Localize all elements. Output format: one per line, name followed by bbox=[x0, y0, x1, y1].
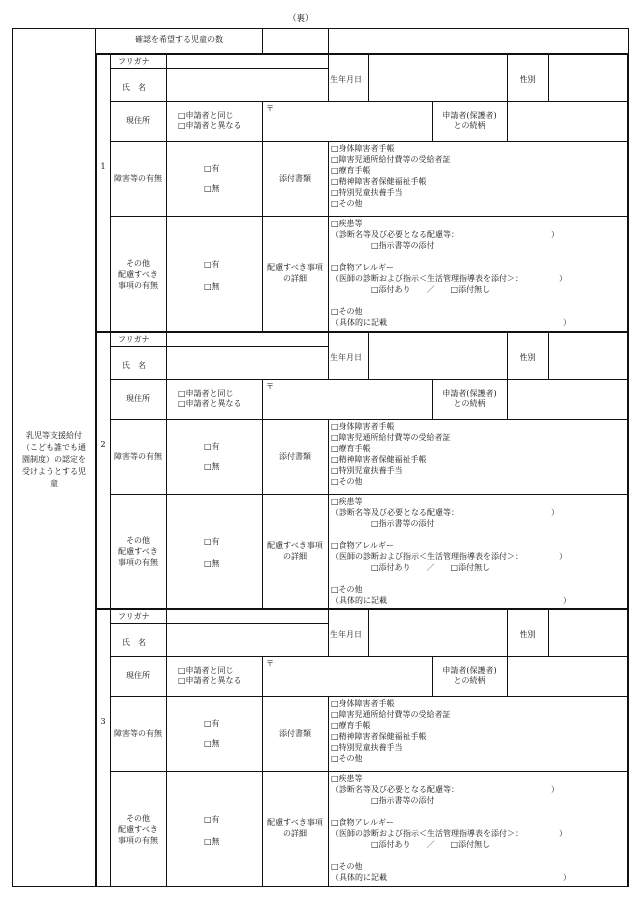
disability-yes-checkbox: □有 bbox=[204, 164, 220, 173]
disability-yes-checkbox: □有 bbox=[204, 719, 220, 728]
other-label-2: 配慮すべき bbox=[118, 547, 158, 556]
birthdate-label: 生年月日 bbox=[330, 75, 362, 84]
detail-line: （医師の診断および指示＜生活管理指導表を添付＞： ） bbox=[331, 829, 567, 838]
sex-input[interactable] bbox=[549, 55, 627, 100]
disability-yes-checkbox: □有 bbox=[204, 442, 220, 451]
sex-input[interactable] bbox=[549, 610, 627, 655]
address-different-checkbox: □申請者と異なる bbox=[178, 121, 242, 130]
detail-line: □食物アレルギー bbox=[331, 541, 395, 550]
relation-label-1: 申請者(保護者) bbox=[442, 111, 497, 120]
name-label: 氏 名 bbox=[122, 638, 146, 647]
detail-line: （診断名等及び必要となる配慮等： ） bbox=[331, 508, 559, 517]
disability-label: 障害等の有無 bbox=[114, 729, 162, 738]
detail-label-1: 配慮すべき事項 bbox=[267, 541, 323, 550]
attach-item-checkbox: □特別児童扶養手当 bbox=[331, 188, 403, 197]
detail-line: □添付あり ／ □添付無し bbox=[331, 840, 491, 849]
count-row-label: 確認を希望する児童の数 bbox=[135, 35, 223, 44]
address-label: 現住所 bbox=[126, 116, 150, 125]
detail-line: □食物アレルギー bbox=[331, 818, 395, 827]
attach-item-checkbox: □身体障害者手帳 bbox=[331, 422, 395, 431]
detail-label-2: の詳細 bbox=[283, 829, 307, 838]
birthdate-label: 生年月日 bbox=[330, 630, 362, 639]
attach-item-checkbox: □特別児童扶養手当 bbox=[331, 743, 403, 752]
sex-label: 性別 bbox=[519, 75, 536, 84]
furigana-input[interactable] bbox=[167, 333, 327, 345]
page-label: （裏） bbox=[288, 14, 314, 24]
furigana-label: フリガナ bbox=[118, 335, 150, 344]
detail-line: □食物アレルギー bbox=[331, 263, 395, 272]
sex-label: 性別 bbox=[519, 630, 536, 639]
child-number: 1 bbox=[100, 162, 106, 171]
detail-label-1: 配慮すべき事項 bbox=[267, 818, 323, 827]
attach-item-checkbox: □障害児通所給付費等の受給者証 bbox=[331, 433, 451, 442]
detail-line: （具体的に記載 ） bbox=[331, 596, 571, 605]
birthdate-input[interactable] bbox=[369, 610, 506, 655]
address-different-checkbox: □申請者と異なる bbox=[178, 676, 242, 685]
detail-label-2: の詳細 bbox=[283, 274, 307, 283]
relation-label-1: 申請者(保護者) bbox=[442, 389, 497, 398]
postal-mark: 〒 bbox=[266, 104, 274, 113]
other-no-checkbox: □無 bbox=[204, 281, 220, 291]
child-number: 2 bbox=[100, 440, 106, 449]
disability-no-checkbox: □無 bbox=[204, 739, 220, 748]
child-block-right-border bbox=[627, 609, 629, 887]
detail-line: □疾患等 bbox=[331, 774, 363, 783]
attach-item-checkbox: □特別児童扶養手当 bbox=[331, 466, 403, 475]
other-yes-checkbox: □有 bbox=[204, 259, 220, 269]
name-input[interactable] bbox=[167, 347, 327, 378]
child-block-right-border bbox=[627, 54, 629, 332]
attach-item-checkbox: □身体障害者手帳 bbox=[331, 699, 395, 708]
detail-line: （具体的に記載 ） bbox=[331, 318, 571, 327]
attach-item-checkbox: □その他 bbox=[331, 477, 363, 486]
child-block-left-border bbox=[95, 609, 97, 887]
name-input[interactable] bbox=[167, 69, 327, 100]
attach-item-checkbox: □療育手帳 bbox=[331, 444, 371, 453]
address-same-checkbox: □申請者と同じ bbox=[178, 111, 234, 120]
other-yes-checkbox: □有 bbox=[204, 537, 220, 546]
attach-label: 添付書類 bbox=[279, 174, 311, 183]
detail-line: □添付あり ／ □添付無し bbox=[331, 563, 491, 572]
relation-input[interactable] bbox=[508, 102, 627, 140]
detail-label-1: 配慮すべき事項 bbox=[267, 263, 323, 272]
sex-input[interactable] bbox=[549, 333, 627, 378]
other-label-2: 配慮すべき bbox=[118, 824, 158, 834]
attach-item-checkbox: □その他 bbox=[331, 754, 363, 763]
detail-line: □その他 bbox=[331, 307, 363, 316]
detail-line: （具体的に記載 ） bbox=[331, 873, 571, 882]
birthdate-input[interactable] bbox=[369, 55, 506, 100]
disability-no-checkbox: □無 bbox=[204, 184, 220, 193]
relation-label-2: との続柄 bbox=[453, 399, 486, 408]
attach-item-checkbox: □精神障害者保健福祉手帳 bbox=[331, 732, 427, 741]
detail-line: （診断名等及び必要となる配慮等： ） bbox=[331, 785, 559, 794]
other-label-3: 事項の有無 bbox=[118, 280, 158, 290]
other-label-1: その他 bbox=[126, 813, 150, 823]
disability-label: 障害等の有無 bbox=[114, 174, 162, 183]
relation-label-2: との続柄 bbox=[453, 676, 486, 685]
attach-item-checkbox: □療育手帳 bbox=[331, 166, 371, 175]
birthdate-input[interactable] bbox=[369, 333, 506, 378]
other-label-1: その他 bbox=[126, 258, 150, 268]
attach-item-checkbox: □その他 bbox=[331, 199, 363, 208]
relation-input[interactable] bbox=[508, 380, 627, 418]
furigana-label: フリガナ bbox=[118, 612, 150, 621]
child-number: 3 bbox=[100, 717, 106, 726]
address-input[interactable] bbox=[263, 380, 431, 418]
attach-item-checkbox: □障害児通所給付費等の受給者証 bbox=[331, 710, 451, 719]
postal-mark: 〒 bbox=[266, 382, 274, 391]
address-same-checkbox: □申請者と同じ bbox=[178, 666, 234, 675]
address-different-checkbox: □申請者と異なる bbox=[178, 399, 242, 408]
detail-line: □その他 bbox=[331, 862, 363, 871]
attach-item-checkbox: □療育手帳 bbox=[331, 721, 371, 730]
sex-label: 性別 bbox=[519, 353, 536, 362]
name-input[interactable] bbox=[167, 624, 327, 655]
address-input[interactable] bbox=[263, 657, 431, 695]
attach-item-checkbox: □身体障害者手帳 bbox=[331, 144, 395, 153]
detail-line: （医師の診断および指示＜生活管理指導表を添付＞： ） bbox=[331, 552, 567, 561]
relation-label-1: 申請者(保護者) bbox=[442, 666, 497, 675]
address-input[interactable] bbox=[263, 102, 431, 140]
detail-line: □疾患等 bbox=[331, 219, 363, 228]
child-block-left-border bbox=[95, 54, 97, 332]
detail-line: （診断名等及び必要となる配慮等： ） bbox=[331, 230, 559, 239]
attach-label: 添付書類 bbox=[279, 729, 311, 738]
disability-no-checkbox: □無 bbox=[204, 462, 220, 471]
detail-label-2: の詳細 bbox=[283, 552, 307, 561]
name-label: 氏 名 bbox=[122, 361, 146, 370]
furigana-label: フリガナ bbox=[118, 57, 150, 66]
birthdate-label: 生年月日 bbox=[330, 353, 362, 362]
detail-line: □添付あり ／ □添付無し bbox=[331, 285, 491, 294]
furigana-input[interactable] bbox=[167, 55, 327, 67]
child-block-right-border bbox=[627, 332, 629, 609]
postal-mark: 〒 bbox=[266, 659, 274, 668]
detail-line: □その他 bbox=[331, 585, 363, 594]
other-no-checkbox: □無 bbox=[204, 836, 220, 846]
other-label-2: 配慮すべき bbox=[118, 269, 158, 279]
address-label: 現住所 bbox=[126, 671, 150, 680]
other-yes-checkbox: □有 bbox=[204, 814, 220, 824]
furigana-input[interactable] bbox=[167, 610, 327, 622]
detail-line: □指示書等の添付 bbox=[331, 796, 435, 805]
relation-label-2: との続柄 bbox=[453, 121, 486, 130]
side-label: 乳児等支援給付 （こども誰でも通 園制度）の認定を 受けようとする児 童 bbox=[22, 431, 86, 488]
attach-item-checkbox: □精神障害者保健福祉手帳 bbox=[331, 455, 427, 464]
detail-line: □指示書等の添付 bbox=[331, 241, 435, 250]
address-same-checkbox: □申請者と同じ bbox=[178, 389, 234, 398]
attach-item-checkbox: □障害児通所給付費等の受給者証 bbox=[331, 155, 451, 164]
detail-line: □疾患等 bbox=[331, 497, 363, 506]
other-label-3: 事項の有無 bbox=[118, 835, 158, 845]
child-block-left-border bbox=[95, 332, 97, 609]
other-no-checkbox: □無 bbox=[204, 559, 220, 568]
detail-line: □指示書等の添付 bbox=[331, 519, 435, 528]
other-label-3: 事項の有無 bbox=[118, 558, 158, 567]
relation-input[interactable] bbox=[508, 657, 627, 695]
detail-line: （医師の診断および指示＜生活管理指導表を添付＞： ） bbox=[331, 274, 567, 283]
other-label-1: その他 bbox=[126, 536, 150, 545]
name-label: 氏 名 bbox=[122, 83, 146, 92]
address-label: 現住所 bbox=[126, 394, 150, 403]
disability-label: 障害等の有無 bbox=[114, 452, 162, 461]
attach-item-checkbox: □精神障害者保健福祉手帳 bbox=[331, 177, 427, 186]
attach-label: 添付書類 bbox=[279, 452, 311, 461]
